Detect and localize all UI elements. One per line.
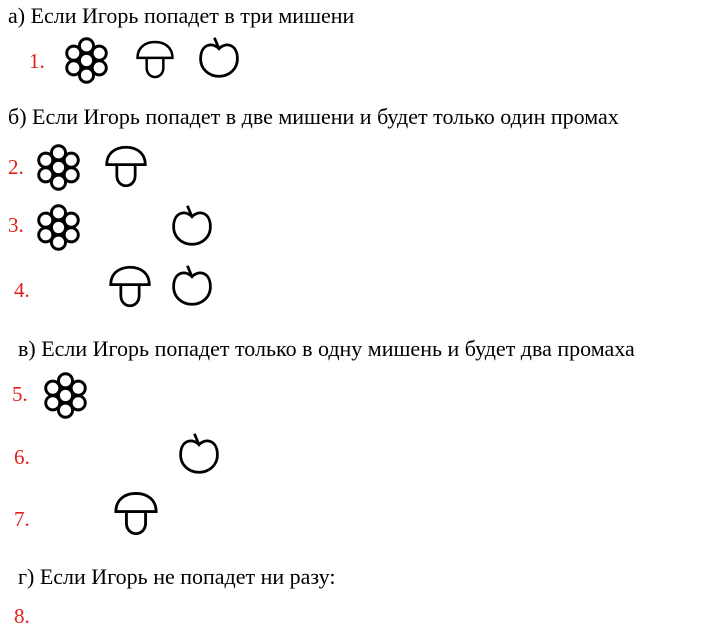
- apple-icon: [197, 33, 241, 81]
- option-label-2: 2.: [8, 155, 24, 179]
- option-label-8: 8.: [14, 604, 30, 628]
- option-label-3: 3.: [8, 213, 24, 237]
- mushroom-icon: [113, 490, 159, 537]
- mushroom-icon: [108, 264, 152, 309]
- section-v-heading: в) Если Игорь попадет только в одну мишень и будет два промаха: [18, 336, 635, 361]
- flower-icon: [42, 372, 89, 419]
- option-label-5: 5.: [12, 382, 28, 406]
- section-g-heading: г) Если Игорь не попадет ни разу:: [18, 564, 336, 589]
- option-label-4: 4.: [14, 278, 30, 302]
- option-label-7: 7.: [14, 507, 30, 531]
- flower-icon: [35, 144, 82, 191]
- option-label-6: 6.: [14, 445, 30, 469]
- section-a-heading: а) Если Игорь попадет в три мишени: [8, 3, 355, 28]
- apple-icon: [177, 429, 221, 477]
- mushroom-icon: [135, 38, 175, 81]
- mushroom-icon: [104, 144, 148, 189]
- apple-icon: [170, 201, 214, 249]
- option-label-1: 1.: [29, 49, 45, 73]
- flower-icon: [63, 37, 110, 84]
- apple-icon: [170, 261, 214, 309]
- section-b-heading: б) Если Игорь попадет в две мишени и будет только один промах: [8, 104, 619, 129]
- flower-icon: [35, 204, 82, 251]
